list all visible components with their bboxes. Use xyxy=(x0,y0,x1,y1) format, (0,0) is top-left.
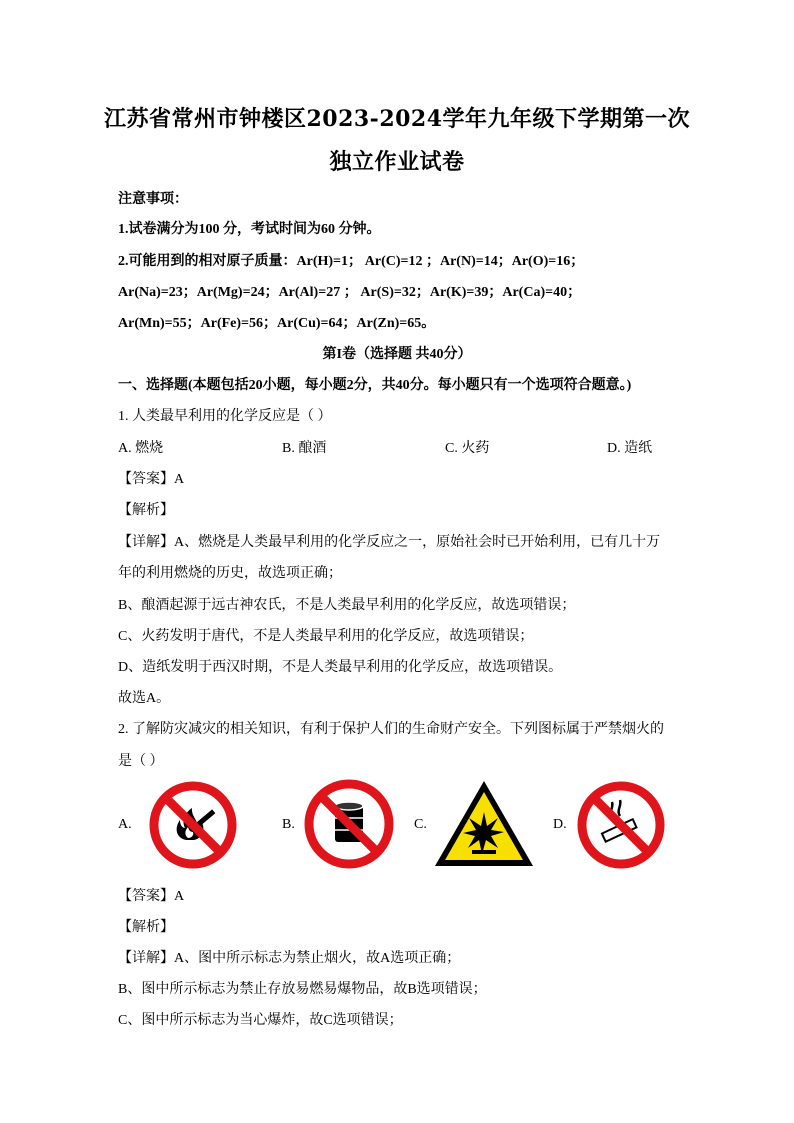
q1-option-d: D. 造纸 xyxy=(607,441,653,456)
q2-answer: 【答案】A xyxy=(118,889,185,904)
q1-detail-1: 【详解】A、燃烧是人类最早利用的化学反应之一，原始社会时已开始利用，已有几十万 xyxy=(118,535,661,550)
q2-detail-3: C、图中所示标志为当心爆炸，故C选项错误； xyxy=(118,1013,403,1028)
q1-option-c: C. 火药 xyxy=(445,441,490,456)
q2-stem-line2: 是（ ） xyxy=(118,754,164,769)
section-heading: 第I卷（选择题 共40分） xyxy=(322,347,472,362)
exam-title-line1: 江苏省常州市钟楼区2023-2024学年九年级下学期第一次 xyxy=(103,106,691,132)
q1-stem: 1. 人类最早利用的化学反应是（ ） xyxy=(118,409,332,424)
q2-stem-line1: 2. 了解防灾减灾的相关知识，有利于保护人们的生命财产安全。下列图标属于严禁烟火的 xyxy=(118,722,664,737)
q1-answer: 【答案】A xyxy=(118,472,185,487)
q2-analysis-heading: 【解析】 xyxy=(118,920,174,935)
no-flammable-storage-sign-icon xyxy=(303,778,395,870)
part-one-instructions: 一、选择题(本题包括20小题，每小题2分，共40分。每小题只有一个选项符合题意。) xyxy=(118,378,632,393)
note-1: 1.试卷满分为100 分，考试时间为60 分钟。 xyxy=(118,222,381,237)
q2-option-c-label: C. xyxy=(414,817,427,832)
explosion-warning-sign-icon xyxy=(432,778,536,870)
note-3: Ar(Na)=23；Ar(Mg)=24；Ar(Al)=27 ； Ar(S)=32；Ar(K)=39；Ar(Ca)=40； xyxy=(118,285,582,300)
notes-heading: 注意事项： xyxy=(118,192,188,207)
q1-detail-4: C、火药发明于唐代，不是人类最早利用的化学反应，故选项错误； xyxy=(118,629,534,644)
q1-conclusion: 故选A。 xyxy=(118,691,171,706)
note-2: 2.可能用到的相对原子质量：Ar(H)=1； Ar(C)=12 ；Ar(N)=14；Ar(O)=16； xyxy=(118,254,585,269)
q2-option-a-label: A. xyxy=(118,817,132,832)
q1-detail-5: D、造纸发明于西汉时期，不是人类最早利用的化学反应，故选项错误。 xyxy=(118,660,563,675)
q1-option-a: A. 燃烧 xyxy=(118,441,164,456)
q2-option-b-label: B. xyxy=(282,817,295,832)
q1-analysis-heading: 【解析】 xyxy=(118,503,174,518)
exam-title-line2: 独立作业试卷 xyxy=(329,149,465,175)
note-4: Ar(Mn)=55；Ar(Fe)=56；Ar(Cu)=64；Ar(Zn)=65。 xyxy=(118,316,436,331)
q1-detail-2: 年的利用燃烧的历史，故选项正确； xyxy=(118,566,342,581)
q1-option-b: B. 酿酒 xyxy=(282,441,327,456)
q2-detail-2: B、图中所示标志为禁止存放易燃易爆物品，故B选项错误； xyxy=(118,982,487,997)
no-fire-sign-icon xyxy=(148,780,238,870)
q1-detail-3: B、酿酒起源于远古神农氏，不是人类最早利用的化学反应，故选项错误； xyxy=(118,598,576,613)
q2-detail-1: 【详解】A、图中所示标志为禁止烟火，故A选项正确； xyxy=(118,951,461,966)
no-smoking-sign-icon xyxy=(576,780,666,870)
q2-option-d-label: D. xyxy=(553,817,567,832)
